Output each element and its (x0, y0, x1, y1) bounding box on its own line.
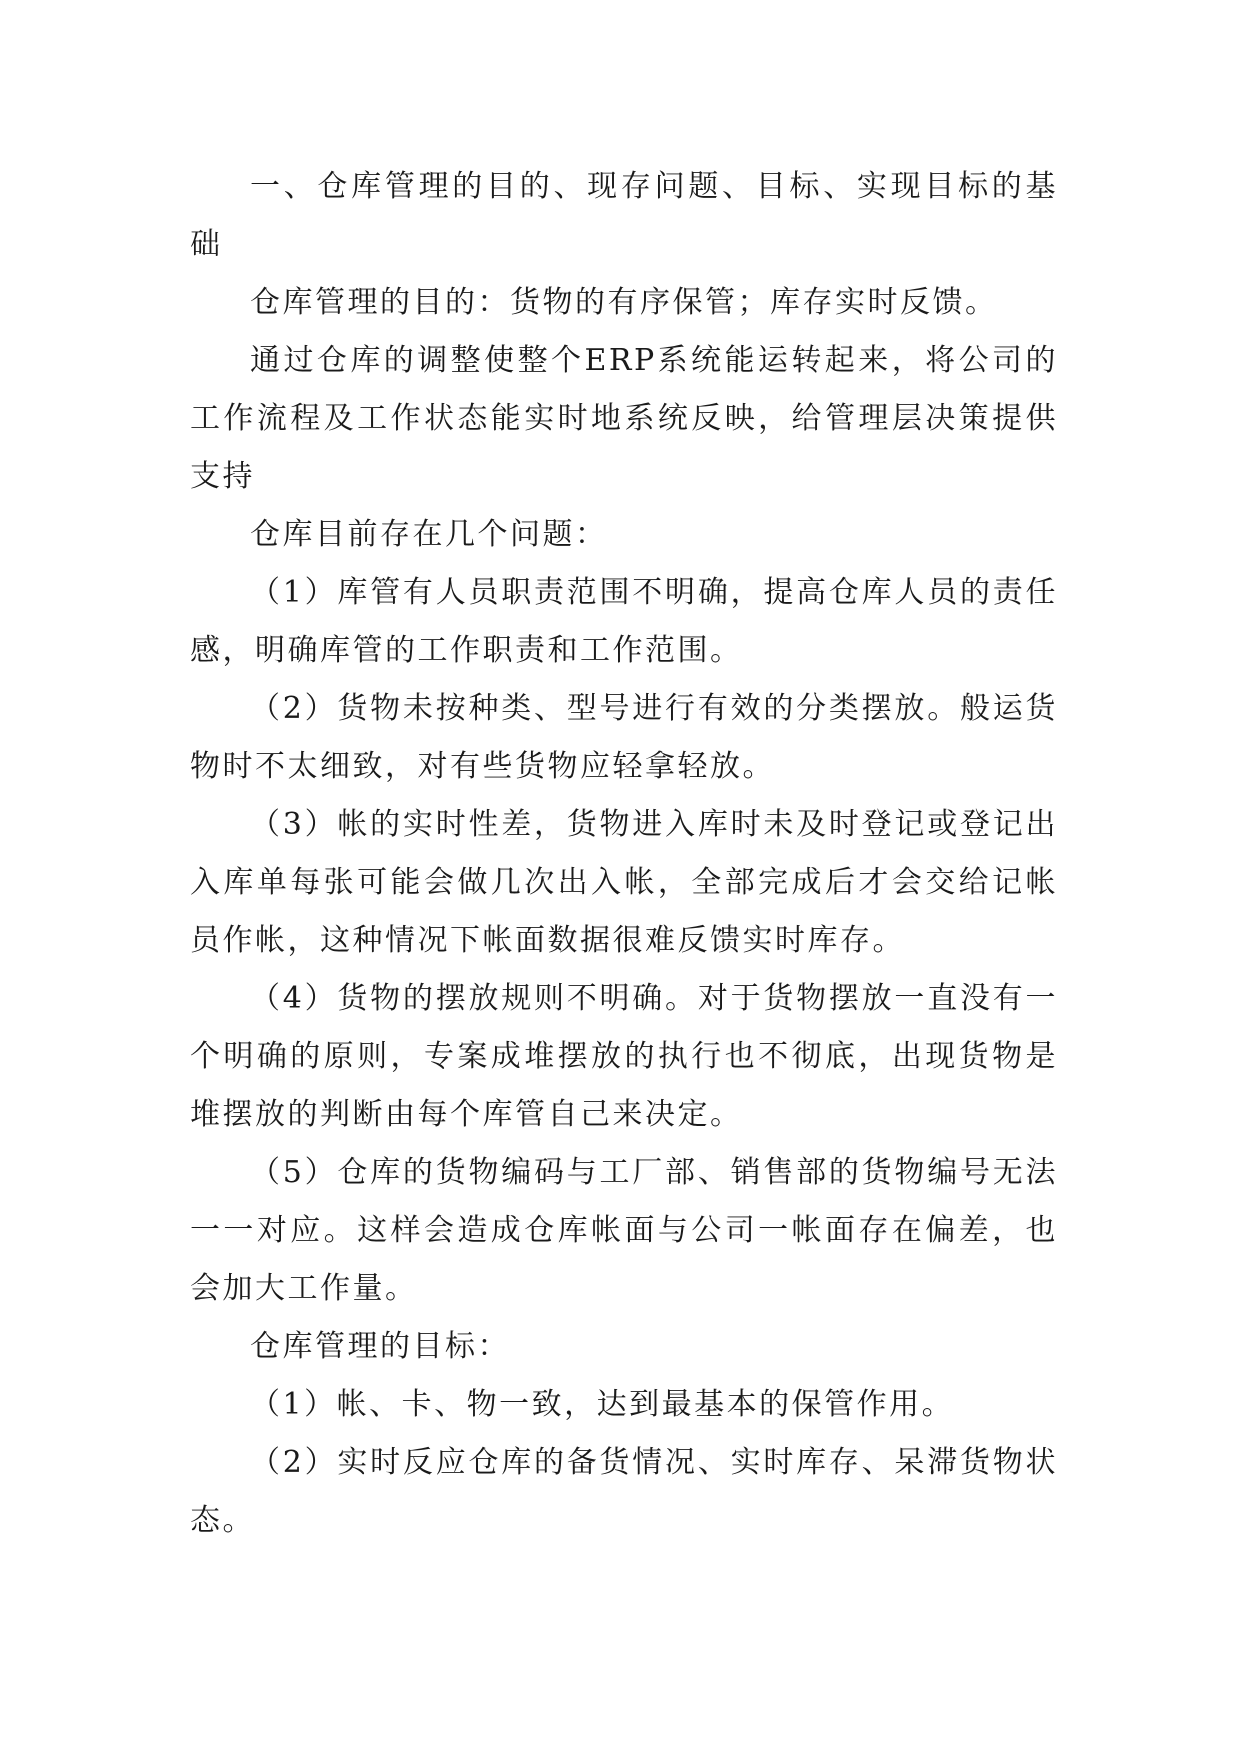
problem-item-2: （2）货物未按种类、型号进行有效的分类摆放。般运货物时不太细致，对有些货物应轻拿轻放。 (190, 691, 1058, 784)
problem-item-5: （5）仓库的货物编码与工厂部、销售部的货物编号无法一一对应。这样会造成仓库帐面与公司一帐面存在偏差，也会加大工作量。 (190, 1155, 1058, 1306)
paragraph-problems-intro: 仓库目前存在几个问题： (250, 517, 608, 552)
goal-item-2: （2）实时反应仓库的备货情况、实时库存、呆滞货物状态。 (190, 1445, 1058, 1538)
section-heading: 一、仓库管理的目的、现存问题、目标、实现目标的基础 (190, 169, 1058, 262)
paragraph-erp: 通过仓库的调整使整个ERP系统能运转起来，将公司的工作流程及工作状态能实时地系统反映，给管理层决策提供支持 (190, 343, 1058, 494)
document-body (190, 158, 1058, 1550)
problem-item-4: （4）货物的摆放规则不明确。对于货物摆放一直没有一个明确的原则，专案成堆摆放的执行也不彻底，出现货物是堆摆放的判断由每个库管自己来决定。 (190, 981, 1058, 1132)
goal-item-1: （1）帐、卡、物一致，达到最基本的保管作用。 (250, 1387, 955, 1422)
paragraph-goals-intro: 仓库管理的目标： (250, 1329, 510, 1364)
problem-item-3: （3）帐的实时性差，货物进入库时未及时登记或登记出入库单每张可能会做几次出入帐，全部完成后才会交给记帐员作帐，这种情况下帐面数据很难反馈实时库存。 (190, 807, 1058, 958)
paragraph-purpose: 仓库管理的目的：货物的有序保管；库存实时反馈。 (250, 285, 998, 320)
problem-item-1: （1）库管有人员职责范围不明确，提高仓库人员的责任感，明确库管的工作职责和工作范围。 (190, 575, 1058, 668)
